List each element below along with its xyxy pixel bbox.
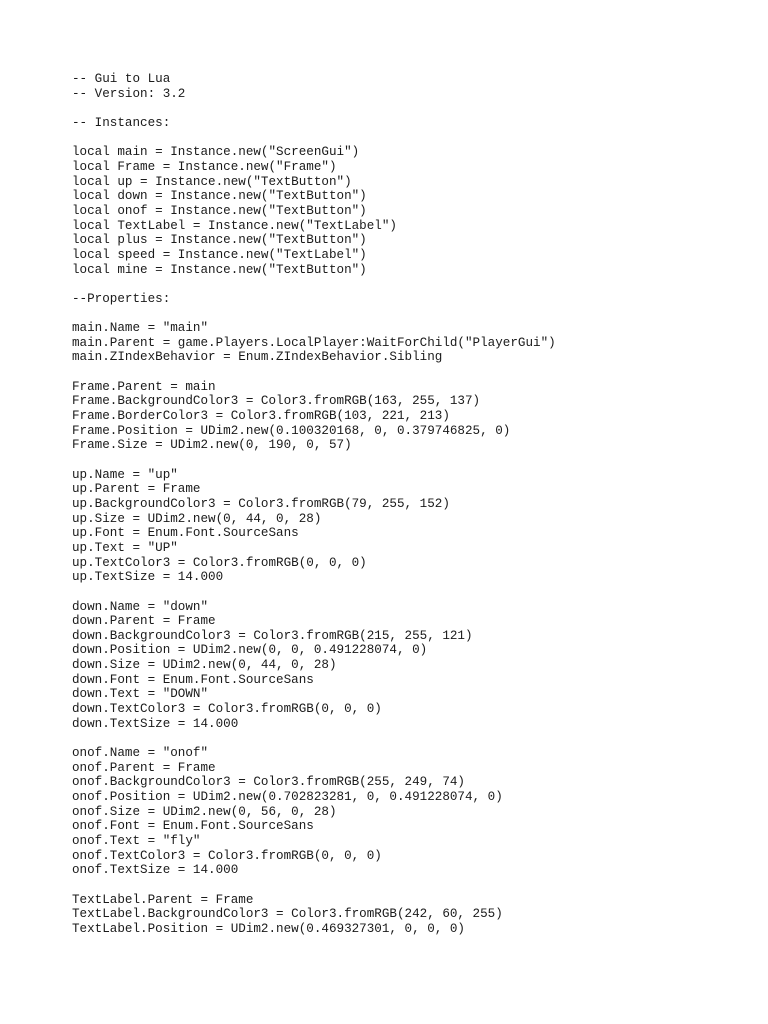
- code-line: onof.TextSize = 14.000: [72, 863, 239, 878]
- code-line: [72, 453, 752, 468]
- code-line: down.BackgroundColor3 = Color3.fromRGB(215, 255, 121): [72, 628, 473, 643]
- code-line: up.Name = "up": [72, 467, 178, 482]
- code-line: down.Font = Enum.Font.SourceSans: [72, 672, 314, 687]
- code-line: onof.Text = "fly": [72, 834, 201, 848]
- code-line: [72, 731, 752, 746]
- code-line: local up = Instance.new("TextButton"): [72, 174, 352, 189]
- code-line: onof.Name = "onof": [72, 746, 209, 761]
- code-line: down.Name = "down": [72, 599, 209, 614]
- code-line: -- Gui to Lua: [72, 72, 171, 86]
- code-line: up.Font = Enum.Font.SourceSans: [72, 526, 299, 541]
- code-line: onof.BackgroundColor3 = Color3.fromRGB(255, 249, 74): [72, 775, 465, 790]
- code-line: local speed = Instance.new("TextLabel"): [72, 247, 367, 262]
- code-line: [72, 365, 752, 380]
- code-line: local Frame = Instance.new("Frame"): [72, 159, 337, 174]
- code-line: TextLabel.Parent = Frame: [72, 892, 254, 907]
- code-line: down.TextColor3 = Color3.fromRGB(0, 0, 0): [72, 702, 382, 717]
- code-line: down.Position = UDim2.new(0, 0, 0.491228074, 0): [72, 643, 428, 658]
- code-line: TextLabel.Position = UDim2.new(0.469327301, 0, 0, 0): [72, 921, 465, 936]
- code-line: -- Version: 3.2: [72, 86, 186, 101]
- code-line: [72, 101, 752, 116]
- code-line: down.Size = UDim2.new(0, 44, 0, 28): [72, 658, 337, 673]
- code-line: local main = Instance.new("ScreenGui"): [72, 145, 360, 160]
- code-line: [72, 306, 752, 321]
- code-line: [72, 878, 752, 893]
- code-line: Frame.BackgroundColor3 = Color3.fromRGB(163, 255, 137): [72, 394, 481, 409]
- code-line: down.Text = "DOWN": [72, 687, 209, 702]
- code-line: onof.Position = UDim2.new(0.702823281, 0, 0.491228074, 0): [72, 790, 503, 805]
- code-line: main.ZIndexBehavior = Enum.ZIndexBehavior.Sibling: [72, 350, 443, 365]
- code-line: --Properties:: [72, 291, 171, 306]
- code-line: TextLabel.BackgroundColor3 = Color3.fromRGB(242, 60, 255): [72, 907, 503, 922]
- code-line: Frame.Parent = main: [72, 379, 216, 394]
- code-line: Frame.Position = UDim2.new(0.100320168, 0, 0.379746825, 0): [72, 423, 511, 438]
- code-line: local down = Instance.new("TextButton"): [72, 189, 367, 204]
- code-line: onof.Parent = Frame: [72, 760, 216, 775]
- code-line: up.Parent = Frame: [72, 482, 201, 497]
- code-line: local plus = Instance.new("TextButton"): [72, 233, 367, 248]
- code-line: local mine = Instance.new("TextButton"): [72, 262, 367, 277]
- code-line: Frame.BorderColor3 = Color3.fromRGB(103, 221, 213): [72, 409, 450, 424]
- code-line: up.Size = UDim2.new(0, 44, 0, 28): [72, 511, 322, 526]
- code-line: onof.TextColor3 = Color3.fromRGB(0, 0, 0): [72, 848, 382, 863]
- code-line: [72, 585, 752, 600]
- code-line: local onof = Instance.new("TextButton"): [72, 203, 367, 218]
- code-line: onof.Size = UDim2.new(0, 56, 0, 28): [72, 804, 337, 819]
- code-line: up.BackgroundColor3 = Color3.fromRGB(79, 255, 152): [72, 496, 450, 511]
- code-line: local TextLabel = Instance.new("TextLabel"): [72, 218, 397, 233]
- code-line: main.Parent = game.Players.LocalPlayer:WaitForChild("PlayerGui"): [72, 335, 556, 350]
- code-line: onof.Font = Enum.Font.SourceSans: [72, 819, 314, 834]
- code-line: Frame.Size = UDim2.new(0, 190, 0, 57): [72, 438, 352, 453]
- code-listing: [72, 72, 752, 937]
- code-line: [72, 131, 752, 146]
- code-line: down.TextSize = 14.000: [72, 716, 239, 731]
- code-line: main.Name = "main": [72, 321, 209, 336]
- code-line: down.Parent = Frame: [72, 614, 216, 629]
- code-line: up.TextColor3 = Color3.fromRGB(0, 0, 0): [72, 555, 367, 570]
- code-line: [72, 277, 752, 292]
- code-line: up.TextSize = 14.000: [72, 570, 224, 585]
- code-line: up.Text = "UP": [72, 540, 178, 555]
- code-line: -- Instances:: [72, 115, 171, 130]
